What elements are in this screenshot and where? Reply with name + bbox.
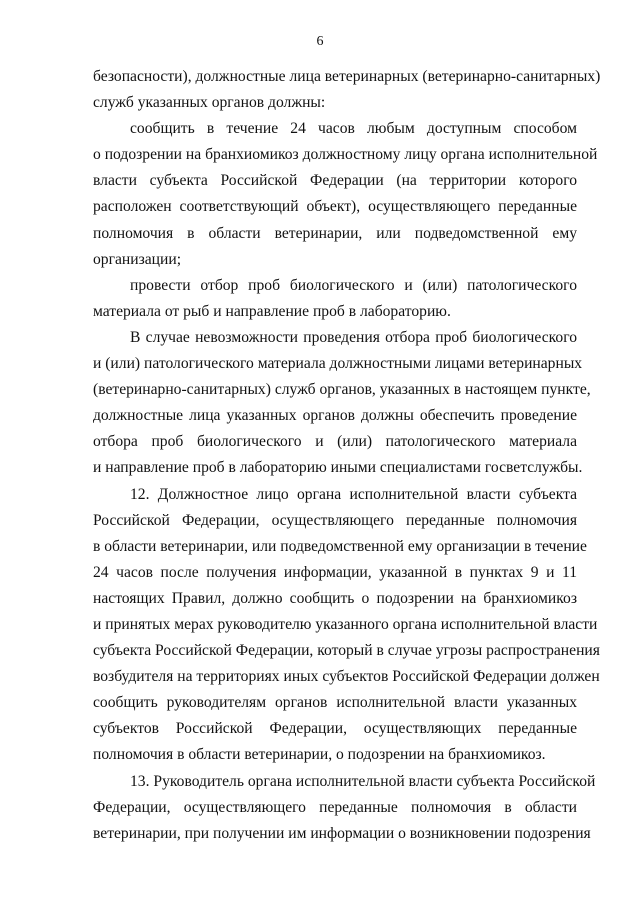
text-line: субъектов Российской Федерации, осуществляющих переданные bbox=[93, 720, 577, 738]
text-line: провести отбор проб биологического и (или) патологического bbox=[130, 276, 577, 294]
text-line: ветеринарии, при получении им информации о возникновении подозрения bbox=[93, 824, 591, 842]
text-line: сообщить руководителям органов исполнительной власти указанных bbox=[93, 694, 577, 712]
text-line: власти субъекта Российской Федерации (на территории которого bbox=[93, 172, 577, 190]
text-line: отбора проб биологического и (или) патологического материала bbox=[93, 433, 577, 451]
page-number: 6 bbox=[316, 34, 324, 49]
text-line: Федерации, осуществляющего переданные полномочия в области bbox=[93, 798, 577, 816]
text-line: 13. Руководитель органа исполнительной власти субъекта Российской bbox=[130, 772, 596, 790]
text-line: 24 часов после получения информации, указанной в пунктах 9 и 11 bbox=[93, 563, 577, 581]
text-line: полномочия в области ветеринарии, или подведомственной ему bbox=[93, 224, 577, 242]
text-line: расположен соответствующий объект), осуществляющего переданные bbox=[93, 198, 577, 216]
paragraph bbox=[93, 325, 591, 482]
text-line: (ветеринарно-санитарных) служб органов, указанных в настоящем пункте, bbox=[93, 381, 591, 399]
text-line: и (или) патологического материала должностными лицами ветеринарных bbox=[93, 355, 583, 373]
paragraph bbox=[93, 769, 596, 847]
text-line: полномочия в области ветеринарии, о подозрении на бранхиомикоз. bbox=[93, 746, 546, 764]
document-body bbox=[93, 64, 601, 847]
text-line: безопасности), должностные лица ветеринарных (ветеринарно-санитарных) bbox=[93, 68, 601, 85]
text-line: настоящих Правил, должно сообщить о подозрении на бранхиомикоз bbox=[93, 589, 577, 607]
text-line: и направление проб в лабораторию иными специалистами госветслужбы. bbox=[93, 459, 583, 477]
text-line: 12. Должностное лицо органа исполнительной власти субъекта bbox=[130, 485, 577, 503]
paragraph bbox=[93, 116, 598, 273]
paragraph bbox=[93, 64, 601, 116]
text-line: возбудителя на территориях иных субъектов Российской Федерации должен bbox=[93, 668, 600, 686]
text-line: субъекта Российской Федерации, который в случае угрозы распространения bbox=[93, 642, 600, 660]
text-line: должностные лица указанных органов должны обеспечить проведение bbox=[93, 407, 577, 425]
paragraph bbox=[93, 273, 577, 325]
text-line: в области ветеринарии, или подведомственной ему организации в течение bbox=[93, 537, 587, 555]
text-line: служб указанных органов должны: bbox=[93, 94, 326, 112]
text-line: В случае невозможности проведения отбора проб биологического bbox=[130, 328, 577, 346]
text-line: и принятых мерах руководителю указанного органа исполнительной власти bbox=[93, 615, 598, 633]
text-line: организации; bbox=[93, 250, 182, 268]
text-line: сообщить в течение 24 часов любым доступным способом bbox=[130, 120, 577, 138]
paragraph bbox=[93, 482, 600, 769]
text-line: материала от рыб и направление проб в лабораторию. bbox=[93, 302, 451, 320]
text-line: Российской Федерации, осуществляющего переданные полномочия bbox=[93, 511, 577, 529]
text-line: о подозрении на бранхиомикоз должностному лицу органа исполнительной bbox=[93, 146, 598, 164]
